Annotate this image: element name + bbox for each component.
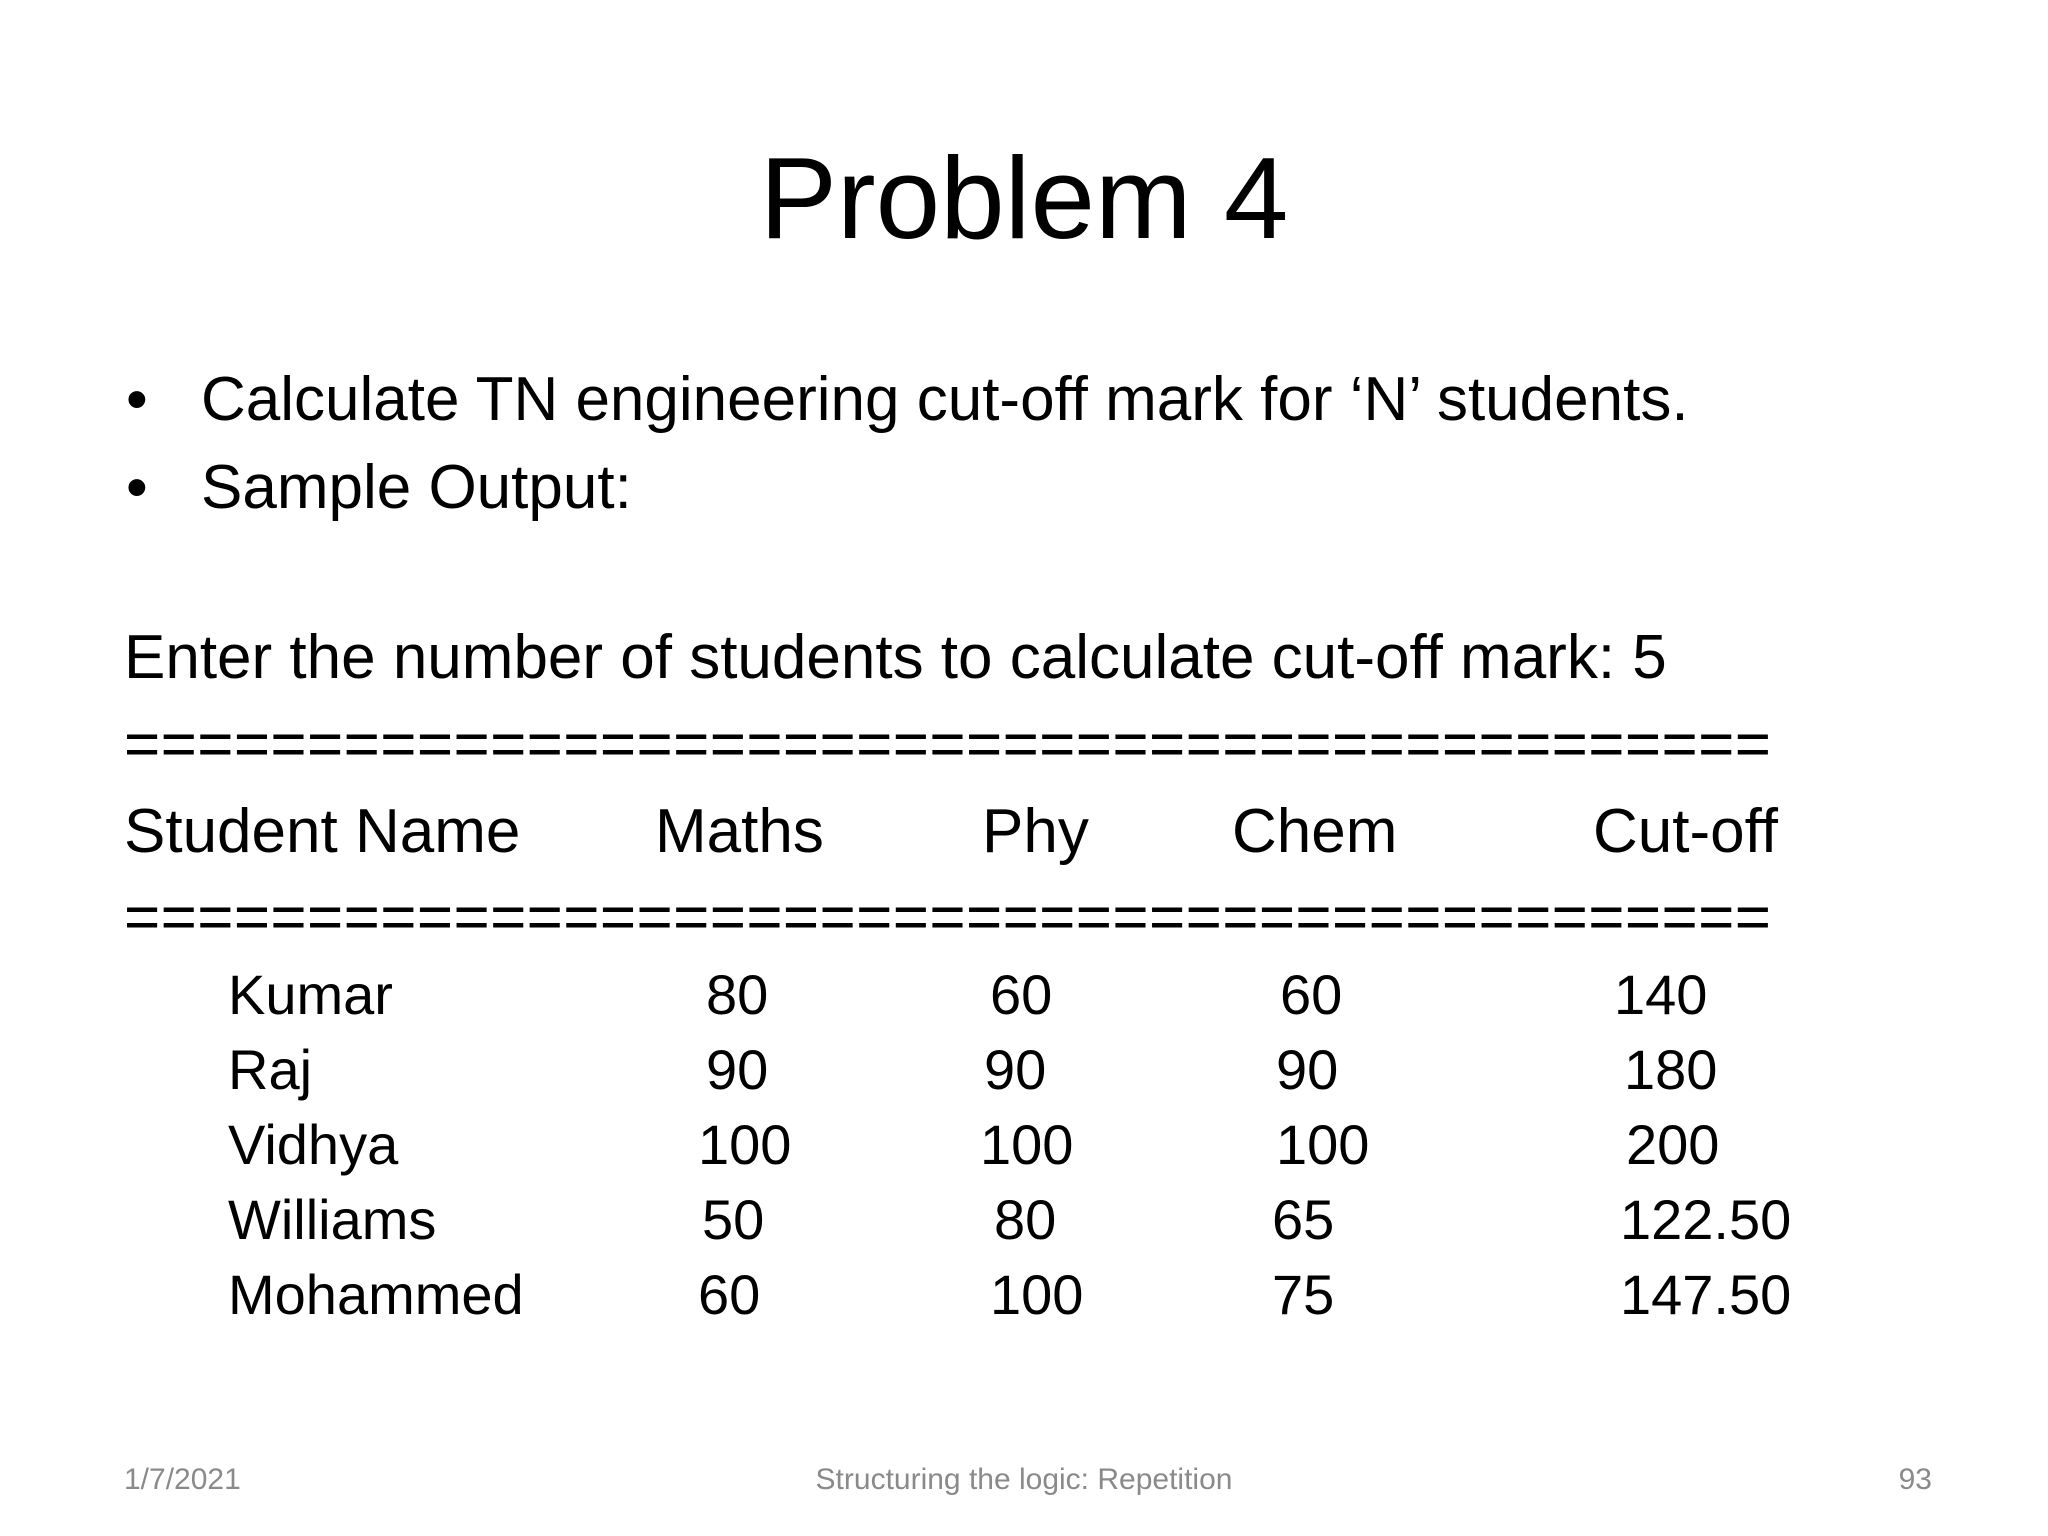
- cell-phy: 90: [984, 1038, 1047, 1101]
- cell-phy: 80: [994, 1188, 1057, 1251]
- cell-cut-off: 122.50: [1620, 1188, 1792, 1251]
- cell-name: Mohammed: [228, 1263, 524, 1326]
- cell-phy: 100: [990, 1263, 1084, 1326]
- cell-cut-off: 180: [1624, 1038, 1718, 1101]
- cell-cut-off: 140: [1614, 963, 1708, 1026]
- cell-chem: 90: [1276, 1038, 1339, 1101]
- cell-name: Kumar: [228, 963, 393, 1026]
- cell-phy: 60: [990, 963, 1053, 1026]
- cell-phy: 100: [980, 1113, 1074, 1176]
- separator-top: =============================================: [124, 710, 1772, 779]
- footer-date: 1/7/2021: [124, 1463, 241, 1496]
- header-maths: Maths: [655, 797, 824, 866]
- header-chem: Chem: [1232, 797, 1398, 866]
- cell-cut-off: 147.50: [1620, 1263, 1792, 1326]
- cell-name: Williams: [228, 1188, 437, 1251]
- cell-chem: 65: [1272, 1188, 1335, 1251]
- header-phy: Phy: [982, 797, 1089, 866]
- prompt-line: Enter the number of students to calculate cut-off mark: 5: [124, 623, 1667, 692]
- footer-title: Structuring the logic: Repetition: [815, 1463, 1233, 1496]
- cell-name: Raj: [228, 1038, 313, 1101]
- separator-bottom: =============================================: [124, 883, 1772, 952]
- header-cut-off: Cut-off: [1593, 797, 1778, 866]
- slide-title: Problem 4: [759, 133, 1289, 263]
- cell-chem: 60: [1280, 963, 1343, 1026]
- cell-chem: 100: [1276, 1113, 1370, 1176]
- bullet-marker: •: [126, 365, 148, 434]
- cell-maths: 100: [698, 1113, 792, 1176]
- bullet-text: Sample Output:: [201, 453, 632, 522]
- bullet-marker: •: [126, 453, 148, 522]
- cell-maths: 80: [706, 963, 769, 1026]
- cell-maths: 90: [706, 1038, 769, 1101]
- cell-cut-off: 200: [1626, 1113, 1720, 1176]
- bullet-text: Calculate TN engineering cut-off mark for ‘N’ students.: [201, 365, 1689, 434]
- header-student-name: Student Name: [124, 797, 521, 866]
- cell-maths: 50: [702, 1188, 765, 1251]
- cell-chem: 75: [1272, 1263, 1335, 1326]
- footer-page-number: 93: [1898, 1463, 1932, 1496]
- cell-maths: 60: [698, 1263, 761, 1326]
- cell-name: Vidhya: [228, 1113, 399, 1176]
